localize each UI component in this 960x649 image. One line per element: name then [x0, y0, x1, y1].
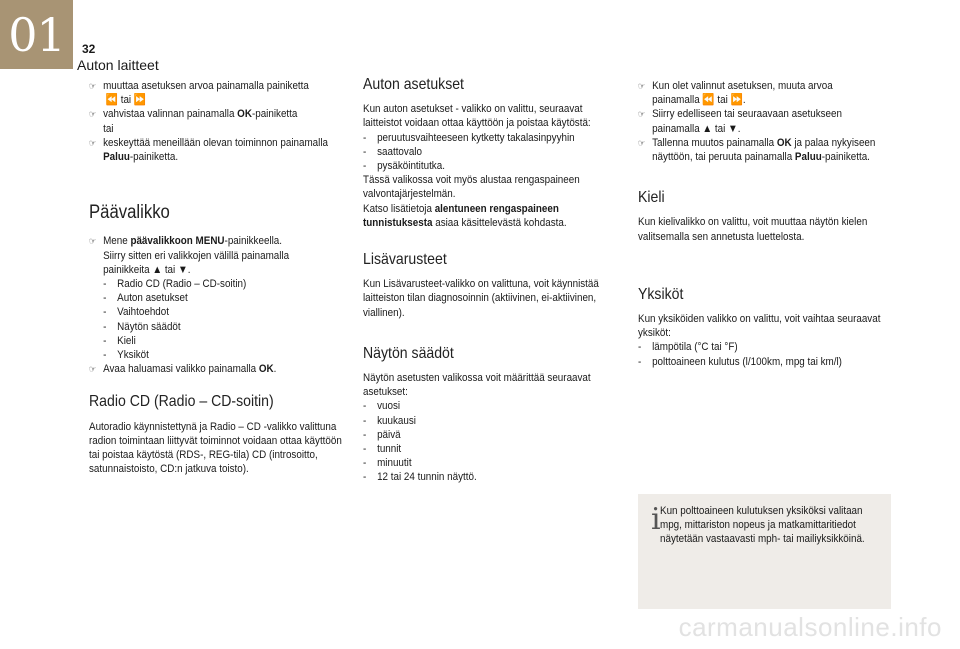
list-item — [89, 79, 352, 107]
bullet-icon: ☞ — [89, 109, 97, 120]
list-item — [638, 136, 895, 164]
list-item-text: Mene — [103, 235, 131, 248]
list-item-text: Avaa haluamasi valikko painamalla — [103, 363, 259, 376]
list-item: - pysäköintitutka. — [363, 160, 445, 173]
list-item-text: ⏪ tai ⏩ — [105, 94, 147, 107]
heading-units: Yksiköt — [638, 285, 684, 303]
menu-list-item: - Vaihtoehdot — [103, 306, 169, 319]
list-item-text: saattovalo — [377, 145, 422, 158]
list-item-text: Yksiköt — [117, 349, 149, 362]
key-label: päävalikkoon MENU — [130, 235, 225, 248]
list-item — [89, 234, 352, 277]
menu-list-item: - Radio CD (Radio – CD-soitin) — [103, 278, 247, 291]
paragraph-text: asiaa käsittelevästä kohdasta. — [432, 216, 567, 229]
info-text: Kun polttoaineen kulutuksen yksiköksi valitaan mpg, mittariston nopeus ja matkamittaritiedot näytetään vastaavasti mph- tai mailiyksikköinä. — [660, 505, 865, 546]
column-3 — [638, 79, 894, 369]
section-title: Auton laitteet — [77, 57, 159, 73]
list-item-text: Näytön säädöt — [117, 320, 181, 333]
reference-text: alentuneen rengaspaineen tunnistuksesta — [363, 202, 559, 229]
list-item-text: -painiketta — [251, 108, 298, 121]
list-item — [638, 107, 895, 135]
list-item-text: Auton asetukset — [117, 292, 188, 305]
list-item-text: kuukausi — [377, 414, 416, 427]
list-item-text: Radio CD (Radio – CD-soitin) — [117, 278, 247, 291]
list-item: - minuutit — [363, 457, 412, 470]
list-item-text: Kun olet valinnut asetuksen, muuta arvoa — [652, 80, 833, 92]
paragraph: Tässä valikossa voit myös alustaa rengaspaineen valvontajärjestelmän. — [363, 174, 580, 201]
list-item-text: 12 tai 24 tunnin näyttö. — [377, 471, 477, 484]
bullet-icon: ☞ — [89, 236, 97, 247]
list-item: - lämpötila (°C tai °F) — [638, 341, 738, 354]
list-item-text: -painikkeella. — [224, 235, 283, 248]
list-item-text: Tallenna muutos painamalla — [652, 136, 777, 149]
paragraph — [363, 202, 616, 230]
list-item-text: . — [273, 363, 277, 376]
list-item: - polttoaineen kulutus (l/100km, mpg tai km/l) — [638, 355, 842, 368]
list-item-text: keskeyttää meneillään olevan toiminnon painamalla — [103, 136, 329, 149]
bullet-icon: ☞ — [89, 364, 97, 375]
list-item-text: peruutusvaihteeseen kytketty takalasinpyyhin — [377, 131, 575, 144]
list-item — [89, 362, 352, 376]
watermark: carmanualsonline.info — [678, 612, 942, 642]
list-item-text: -painiketta. — [129, 151, 179, 164]
paragraph-text: Katso lisätietoja — [363, 202, 435, 215]
list-item-text: painamalla ⏪ tai ⏩. — [652, 94, 746, 107]
list-item: - saattovalo — [363, 145, 422, 158]
column-2 — [363, 78, 615, 485]
key-label: OK — [258, 363, 274, 376]
bullet-icon: ☞ — [638, 109, 646, 120]
list-item: - vuosi — [363, 400, 401, 413]
heading-main-menu: Päävalikko — [89, 202, 170, 224]
page-number: 32 — [82, 42, 96, 56]
bullet-icon: ☞ — [638, 137, 646, 148]
key-label: Paluu — [103, 151, 130, 164]
bullet-icon: ☞ — [638, 81, 646, 91]
list-item — [89, 136, 352, 164]
heading-language: Kieli — [638, 189, 665, 207]
list-item: - tunnit — [363, 443, 402, 456]
radio-paragraph: Autoradio käynnistettynä ja Radio – CD -valikko valittuna radion toimintaan liittyvät toiminnot voidaan ottaa käyttöön tai poistaa käytöstä (RDS-, REG-tila) CD (introsoitto, satunnaistoisto, CD:n jatkuva toisto). — [89, 420, 342, 476]
paragraph: Kun Lisävarusteet-valikko on valittuna, voit käynnistää laitteiston tilan diagnosoinnin (aktiivinen, ei-aktiivinen, viallinen). — [363, 278, 599, 319]
info-box — [638, 494, 891, 609]
menu-list-item: - Kieli — [103, 334, 136, 347]
menu-list-item: - Yksiköt — [103, 349, 149, 362]
list-item-text: vuosi — [377, 400, 401, 413]
list-item-text: ja palaa nykyiseen — [791, 136, 876, 149]
list-item-text: vahvistaa valinnan painamalla — [103, 108, 238, 121]
list-item: - kuukausi — [363, 414, 416, 427]
paragraph: Kun auton asetukset - valikko on valittu, seuraavat laitteistot voidaan ottaa käyttöön ja poistaa käytöstä: — [363, 103, 591, 130]
list-item-text: muuttaa asetuksen arvoa painamalla painiketta — [103, 80, 309, 92]
list-item-text: painamalla ▲ tai ▼. — [652, 122, 741, 135]
bullet-icon: ☞ — [89, 81, 97, 91]
list-item-text: lämpötila (°C tai °F) — [652, 341, 738, 354]
list-item-text: päivä — [377, 428, 401, 441]
paragraph: Kun kielivalikko on valittu, voit muuttaa näytön kielen valitsemalla sen annetusta luettelosta. — [638, 216, 868, 243]
list-item-text: polttoaineen kulutus (l/100km, mpg tai km/l) — [652, 355, 842, 368]
heading-accessories: Lisävarusteet — [363, 251, 447, 269]
list-item — [638, 79, 895, 107]
list-item: - 12 tai 24 tunnin näyttö. — [363, 471, 477, 484]
bullet-icon: ☞ — [89, 137, 97, 148]
paragraph: Näytön asetusten valikossa voit määrittää seuraavat asetukset: — [363, 372, 591, 399]
column-1 — [89, 79, 351, 476]
list-item: - päivä — [363, 428, 401, 441]
list-item-text: Siirry edelliseen tai seuraavaan asetukseen — [652, 108, 842, 121]
list-item-text: tunnit — [377, 443, 402, 456]
list-item-text: tai — [103, 122, 114, 135]
chapter-tab: 01 — [0, 0, 73, 69]
key-label: OK — [776, 136, 792, 149]
list-item-text: minuutit — [377, 457, 412, 470]
list-item-text: Siirry sitten eri valikkojen välillä painamalla — [103, 249, 290, 262]
list-item-text: pysäköintitutka. — [377, 160, 445, 173]
menu-list-item: - Näytön säädöt — [103, 320, 181, 333]
key-label: Paluu — [794, 151, 822, 164]
heading-display-settings: Näytön säädöt — [363, 344, 454, 362]
list-item-text: Vaihtoehdot — [117, 306, 169, 319]
key-label: OK — [237, 108, 252, 121]
list-item-text: näyttöön, tai peruuta painamalla — [652, 151, 795, 164]
list-item-text: -painiketta. — [821, 151, 870, 164]
menu-list-item: - Auton asetukset — [103, 292, 188, 305]
list-item — [89, 107, 352, 135]
list-item-text: painikkeita ▲ tai ▼. — [103, 263, 191, 276]
paragraph: Kun yksiköiden valikko on valittu, voit vaihtaa seuraavat yksiköt: — [638, 313, 881, 340]
heading-vehicle-settings: Auton asetukset — [363, 76, 464, 93]
info-icon: i — [651, 502, 661, 537]
heading-radio-cd: Radio CD (Radio – CD-soitin) — [89, 393, 274, 411]
list-item: - peruutusvaihteeseen kytketty takalasinpyyhin — [363, 131, 575, 144]
list-item-text: Kieli — [117, 334, 136, 347]
